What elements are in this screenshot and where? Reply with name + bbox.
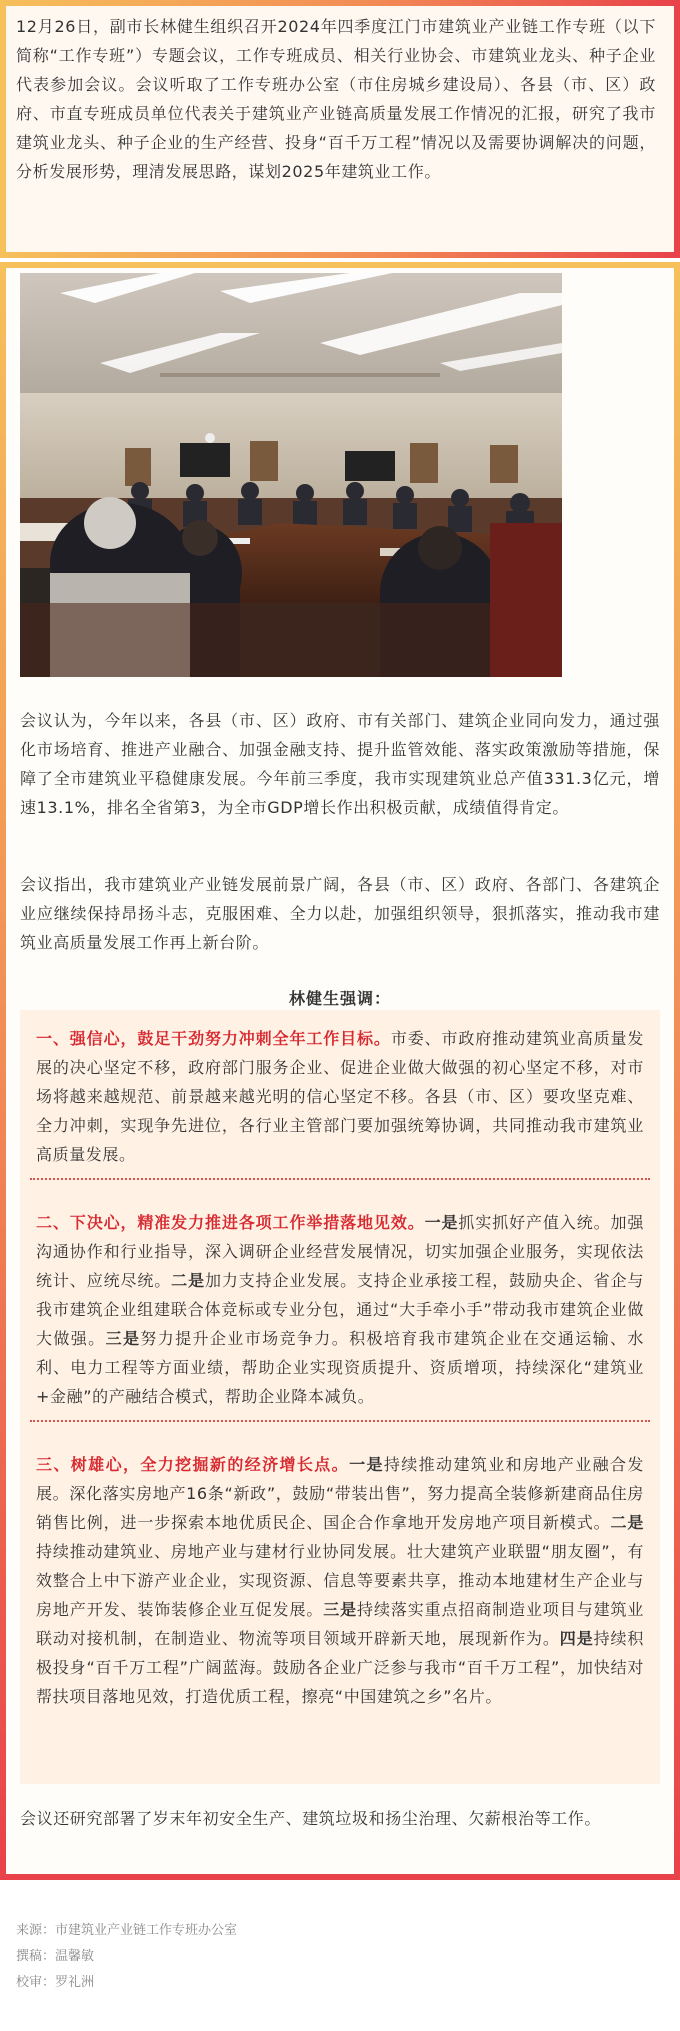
credits <box>16 1918 237 1996</box>
emphasis-title: 林健生强调： <box>288 989 391 1008</box>
dotted-divider <box>30 1178 650 1180</box>
section-2 <box>36 1208 644 1411</box>
meeting-direction-paragraph: 会议指出，我市建筑业产业链发展前景广阔，各县（市、区）政府、各部门、各建筑企业应继续保持昂扬斗志，克服困难、全力以赴，加强组织领导，狠抓落实，推动我市建筑业高质量发展工作再上新台阶。 <box>20 875 660 952</box>
source-credit: 来源：市建筑业产业链工作专班办公室 <box>16 1923 238 1938</box>
section-2-text-1: 抓实抓好产值入统。加强沟通协作和行业指导，深入调研企业经营发展情况，切实加强企业服务，实现依法统计、应统尽统。 <box>36 1213 644 1290</box>
section-3 <box>36 1450 644 1711</box>
author-credit: 撰稿：温馨敏 <box>16 1949 95 1964</box>
section-1-heading: 一、强信心，鼓足干劲努力冲刺全年工作目标。 <box>36 1029 391 1048</box>
emphasis-box <box>20 1010 660 1784</box>
section-2-text-2: 加力支持企业发展。支持企业承接工程，鼓励央企、省企与我市建筑企业组建联合体竞标或专业分包，通过“大手牵小手”带动我市建筑企业做大做强。 <box>36 1271 644 1348</box>
dotted-divider <box>30 1420 650 1422</box>
intro-paragraph: 12月26日，副市长林健生组织召开2024年四季度江门市建筑业产业链工作专班（以下简称“工作专班”）专题会议，工作专班成员、相关行业协会、市建筑业龙头、种子企业代表参加会议。会议听取了工作专班办公室（市住房城乡建设局）、各县（市、区）政府、市直专班成员单位代表关于建筑业产业链高质量发展工作情况的汇报，研究了我市建筑业龙头、种子企业的生产经营、投身“百千万工程”情况以及需要协调解决的问题，分析发展形势，理清发展思路，谋划2025年建筑业工作。 <box>16 17 656 181</box>
section-3-marker-2: 二是 <box>610 1513 644 1532</box>
section-3-marker-1: 一是 <box>349 1455 384 1474</box>
section-3-heading: 三、树雄心，全力挖掘新的经济增长点。 <box>36 1455 350 1474</box>
meeting-room-image <box>20 273 562 677</box>
section-3-text-4: 持续积极投身“百千万工程”广阔蓝海。鼓励各企业广泛参与我市“百千万工程”，加快结对帮扶项目落地见效，打造优质工程，擦亮“中国建筑之乡”名片。 <box>36 1629 644 1706</box>
closing-paragraph: 会议还研究部署了岁末年初安全生产、建筑垃圾和扬尘治理、欠薪根治等工作。 <box>20 1809 602 1828</box>
section-2-marker-1: 一是 <box>424 1213 459 1232</box>
meeting-photo <box>20 273 562 677</box>
section-3-marker-4: 四是 <box>559 1629 594 1648</box>
section-3-text-1: 持续推动建筑业和房地产业融合发展。深化落实房地产16条“新政”，鼓励“带装出售”，努力提高全装修新建商品住房销售比例，进一步探索本地优质民企、国企合作拿地开发房地产项目新模式。 <box>36 1455 644 1532</box>
meeting-summary-paragraph: 会议认为，今年以来，各县（市、区）政府、市有关部门、建筑企业同向发力，通过强化市场培育、推进产业融合、加强金融支持、提升监管效能、落实政策激励等措施，保障了全市建筑业平稳健康发展。今年前三季度，我市实现建筑业总产值331.3亿元，增速13.1%，排名全省第3，为全市GDP增长作出积极贡献，成绩值得肯定。 <box>20 711 660 817</box>
section-2-marker-2: 二是 <box>171 1271 205 1290</box>
section-1 <box>36 1024 644 1169</box>
section-1-body: 市委、市政府推动建筑业高质量发展的决心坚定不移，政府部门服务企业、促进企业做大做强的初心坚定不移，对市场将越来越规范、前景越来越光明的信心坚定不移。各县（市、区）要攻坚克难、全力冲刺，实现争先进位，各行业主管部门要加强统筹协调，共同推动我市建筑业高质量发展。 <box>36 1029 644 1164</box>
section-2-marker-3: 三是 <box>105 1329 141 1348</box>
section-2-text-3: 努力提升企业市场竞争力。积极培育我市建筑企业在交通运输、水利、电力工程等方面业绩，帮助企业实现资质提升、资质增项，持续深化“建筑业+金融”的产融结合模式，帮助企业降本减负。 <box>36 1329 644 1406</box>
section-3-text-3: 持续落实重点招商制造业项目与建筑业联动对接机制，在制造业、物流等项目领域开辟新天地，展现新作为。 <box>36 1600 644 1648</box>
section-3-text-2: 持续推动建筑业、房地产业与建材行业协同发展。壮大建筑产业联盟“朋友圈”，有效整合上中下游产业企业，实现资源、信息等要素共享，推动本地建材生产企业与房地产开发、装饰装修企业互促发展。 <box>36 1542 644 1619</box>
proofreader-credit: 校审：罗礼洲 <box>16 1975 95 1990</box>
section-2-heading: 二、下决心，精准发力推进各项工作举措落地见效。 <box>36 1213 425 1232</box>
section-3-marker-3: 三是 <box>323 1600 358 1619</box>
